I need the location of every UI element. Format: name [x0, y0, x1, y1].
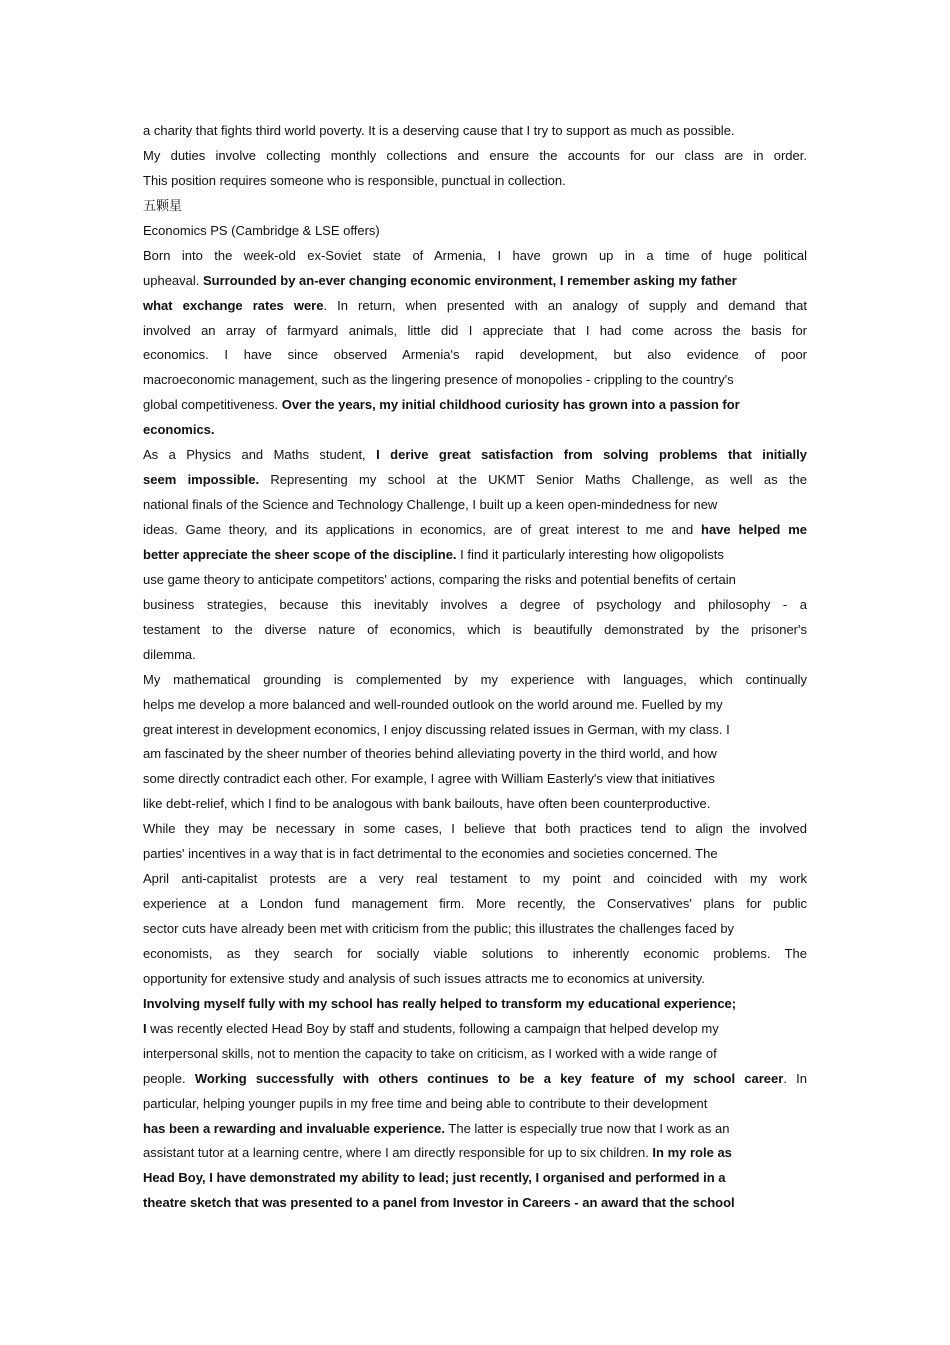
bold-text-run: what exchange rates were: [143, 297, 324, 313]
text-line: [143, 343, 807, 368]
text-run: As a Physics and Maths student,: [143, 447, 377, 463]
bold-text-run: I derive great satisfaction from solving problems that initially: [376, 447, 807, 463]
text-run: My mathematical grounding is complemented by my experience with languages, which continually: [143, 671, 807, 687]
text-line: [143, 718, 807, 743]
text-line: [143, 443, 807, 468]
text-line: [143, 1166, 807, 1191]
text-run: The latter is especially true now that I work as an: [445, 1120, 730, 1136]
text-line: [143, 518, 807, 543]
bold-text-run: Involving myself fully with my school has really helped to transform my educational experience;: [143, 995, 737, 1011]
text-line: [143, 967, 807, 992]
text-line: [143, 593, 807, 618]
text-run: economics. I have since observed Armenia's rapid development, but also evidence of poor: [143, 347, 807, 363]
text-run: was recently elected Head Boy by staff and students, following a campaign that helped develop my: [146, 1020, 719, 1036]
bold-text-run: seem impossible.: [143, 472, 260, 488]
bold-text-run: Working successfully with others continues to be a key feature of my school career: [194, 1070, 784, 1086]
text-run: business strategies, because this inevitably involves a degree of psychology and philosophy - a: [143, 596, 807, 612]
text-line: [143, 169, 807, 194]
text-run: great interest in development economics, I enjoy discussing related issues in German, with my class. I: [143, 721, 730, 737]
text-line: [143, 418, 807, 443]
text-run: interpersonal skills, not to mention the capacity to take on criticism, as I worked with a wide range of: [143, 1045, 717, 1061]
text-run: . In return, when presented with an analogy of supply and demand that: [323, 297, 807, 313]
bold-text-run: Head Boy, I have demonstrated my ability to lead; just recently, I organised and performed in a: [143, 1170, 726, 1186]
text-line: [143, 194, 807, 219]
text-run: macroeconomic management, such as the lingering presence of monopolies - crippling to the country's: [143, 372, 734, 388]
text-run: My duties involve collecting monthly collections and ensure the accounts for our class are in order.: [143, 147, 807, 163]
text-line: [143, 493, 807, 518]
text-line: [143, 119, 807, 144]
text-line: [143, 1067, 807, 1092]
text-line: [143, 244, 807, 269]
text-line: [143, 942, 807, 967]
text-run: Economics PS (Cambridge & LSE offers): [143, 222, 380, 238]
text-line: [143, 294, 807, 319]
text-line: [143, 742, 807, 767]
text-line: [143, 1092, 807, 1117]
text-run: a charity that fights third world poverty. It is a deserving cause that I try to support as much as possible.: [143, 123, 735, 138]
text-run: people.: [143, 1070, 195, 1086]
text-run: April anti-capitalist protests are a very real testament to my point and coincided with my work: [143, 871, 807, 887]
text-line: [143, 269, 807, 294]
bold-text-run: economics.: [143, 422, 215, 438]
text-line: [143, 892, 807, 917]
text-line: [143, 992, 807, 1017]
text-run: I find it particularly interesting how oligopolists: [456, 546, 724, 562]
text-line: [143, 643, 807, 668]
text-run: like debt-relief, which I find to be analogous with bank bailouts, have often been counterproductive.: [143, 796, 711, 812]
text-line: [143, 867, 807, 892]
bold-text-run: better appreciate the sheer scope of the discipline.: [143, 546, 457, 562]
bold-text-run: I: [143, 1020, 147, 1036]
text-line: [143, 817, 807, 842]
text-run: Born into the week-old ex-Soviet state of Armenia, I have grown up in a time of huge political: [143, 247, 807, 263]
text-line: [143, 144, 807, 169]
text-run: sector cuts have already been met with criticism from the public; this illustrates the challenges faced by: [143, 921, 735, 936]
text-run: . In: [783, 1070, 807, 1086]
text-run: testament to the diverse nature of economics, which is beautifully demonstrated by the prisoner's: [143, 621, 807, 637]
text-line: [143, 1191, 807, 1216]
bold-text-run: theatre sketch that was presented to a panel from Investor in Careers - an award that the school: [143, 1195, 735, 1211]
text-line: [143, 368, 807, 393]
text-line: [143, 917, 807, 942]
text-line: [143, 468, 807, 493]
bold-text-run: Over the years, my initial childhood curiosity has grown into a passion for: [281, 397, 740, 413]
bold-text-run: have helped me: [701, 522, 807, 537]
text-run: particular, helping younger pupils in my free time and being able to contribute to their development: [143, 1095, 708, 1111]
document-body: [143, 119, 807, 1216]
text-run: assistant tutor at a learning centre, where I am directly responsible for up to six children.: [143, 1145, 653, 1161]
text-run: involved an array of farmyard animals, little did I appreciate that I had come across the basis for: [143, 322, 807, 338]
text-run: parties' incentives in a way that is in fact detrimental to the economies and societies concerned. The: [143, 846, 718, 862]
text-run: dilemma.: [143, 646, 196, 662]
text-line: [143, 1042, 807, 1067]
bold-text-run: In my role as: [652, 1145, 732, 1161]
text-run: upheaval.: [143, 272, 203, 288]
text-line: [143, 1017, 807, 1042]
text-run: opportunity for extensive study and analysis of such issues attracts me to economics at university.: [143, 970, 705, 986]
text-line: [143, 618, 807, 643]
text-line: [143, 792, 807, 817]
text-line: [143, 219, 807, 244]
text-run: This position requires someone who is responsible, punctual in collection.: [143, 172, 566, 188]
text-line: [143, 543, 807, 568]
text-run: am fascinated by the sheer number of theories behind alleviating poverty in the third world, and how: [143, 746, 717, 762]
text-run: economists, as they search for socially viable solutions to inherently economic problems. The: [143, 945, 807, 961]
text-run: some directly contradict each other. For example, I agree with William Easterly's view that initiatives: [143, 771, 715, 787]
bold-text-run: has been a rewarding and invaluable experience.: [143, 1120, 446, 1136]
text-line: [143, 1141, 807, 1166]
text-run: experience at a London fund management firm. More recently, the Conservatives' plans for public: [143, 896, 807, 912]
text-run: helps me develop a more balanced and well-rounded outlook on the world around me. Fuelled by my: [143, 696, 723, 712]
text-run: use game theory to anticipate competitors' actions, comparing the risks and potential benefits of certain: [143, 571, 736, 587]
text-line: [143, 693, 807, 718]
text-run: While they may be necessary in some cases, I believe that both practices tend to align the involved: [143, 821, 807, 837]
text-line: [143, 668, 807, 693]
text-line: [143, 568, 807, 593]
text-line: [143, 1117, 807, 1142]
text-line: [143, 319, 807, 344]
text-run: global competitiveness.: [143, 397, 282, 413]
text-line: [143, 767, 807, 792]
text-run: Representing my school at the UKMT Senior Maths Challenge, as well as the: [259, 472, 807, 488]
text-run: 五颗星: [143, 197, 183, 213]
text-run: national finals of the Science and Technology Challenge, I built up a keen open-mindedness for new: [143, 497, 718, 513]
bold-text-run: Surrounded by an-ever changing economic environment, I remember asking my father: [203, 272, 737, 288]
text-line: [143, 393, 807, 418]
text-run: ideas. Game theory, and its applications in economics, are of great interest to me and: [143, 522, 702, 537]
text-line: [143, 842, 807, 867]
